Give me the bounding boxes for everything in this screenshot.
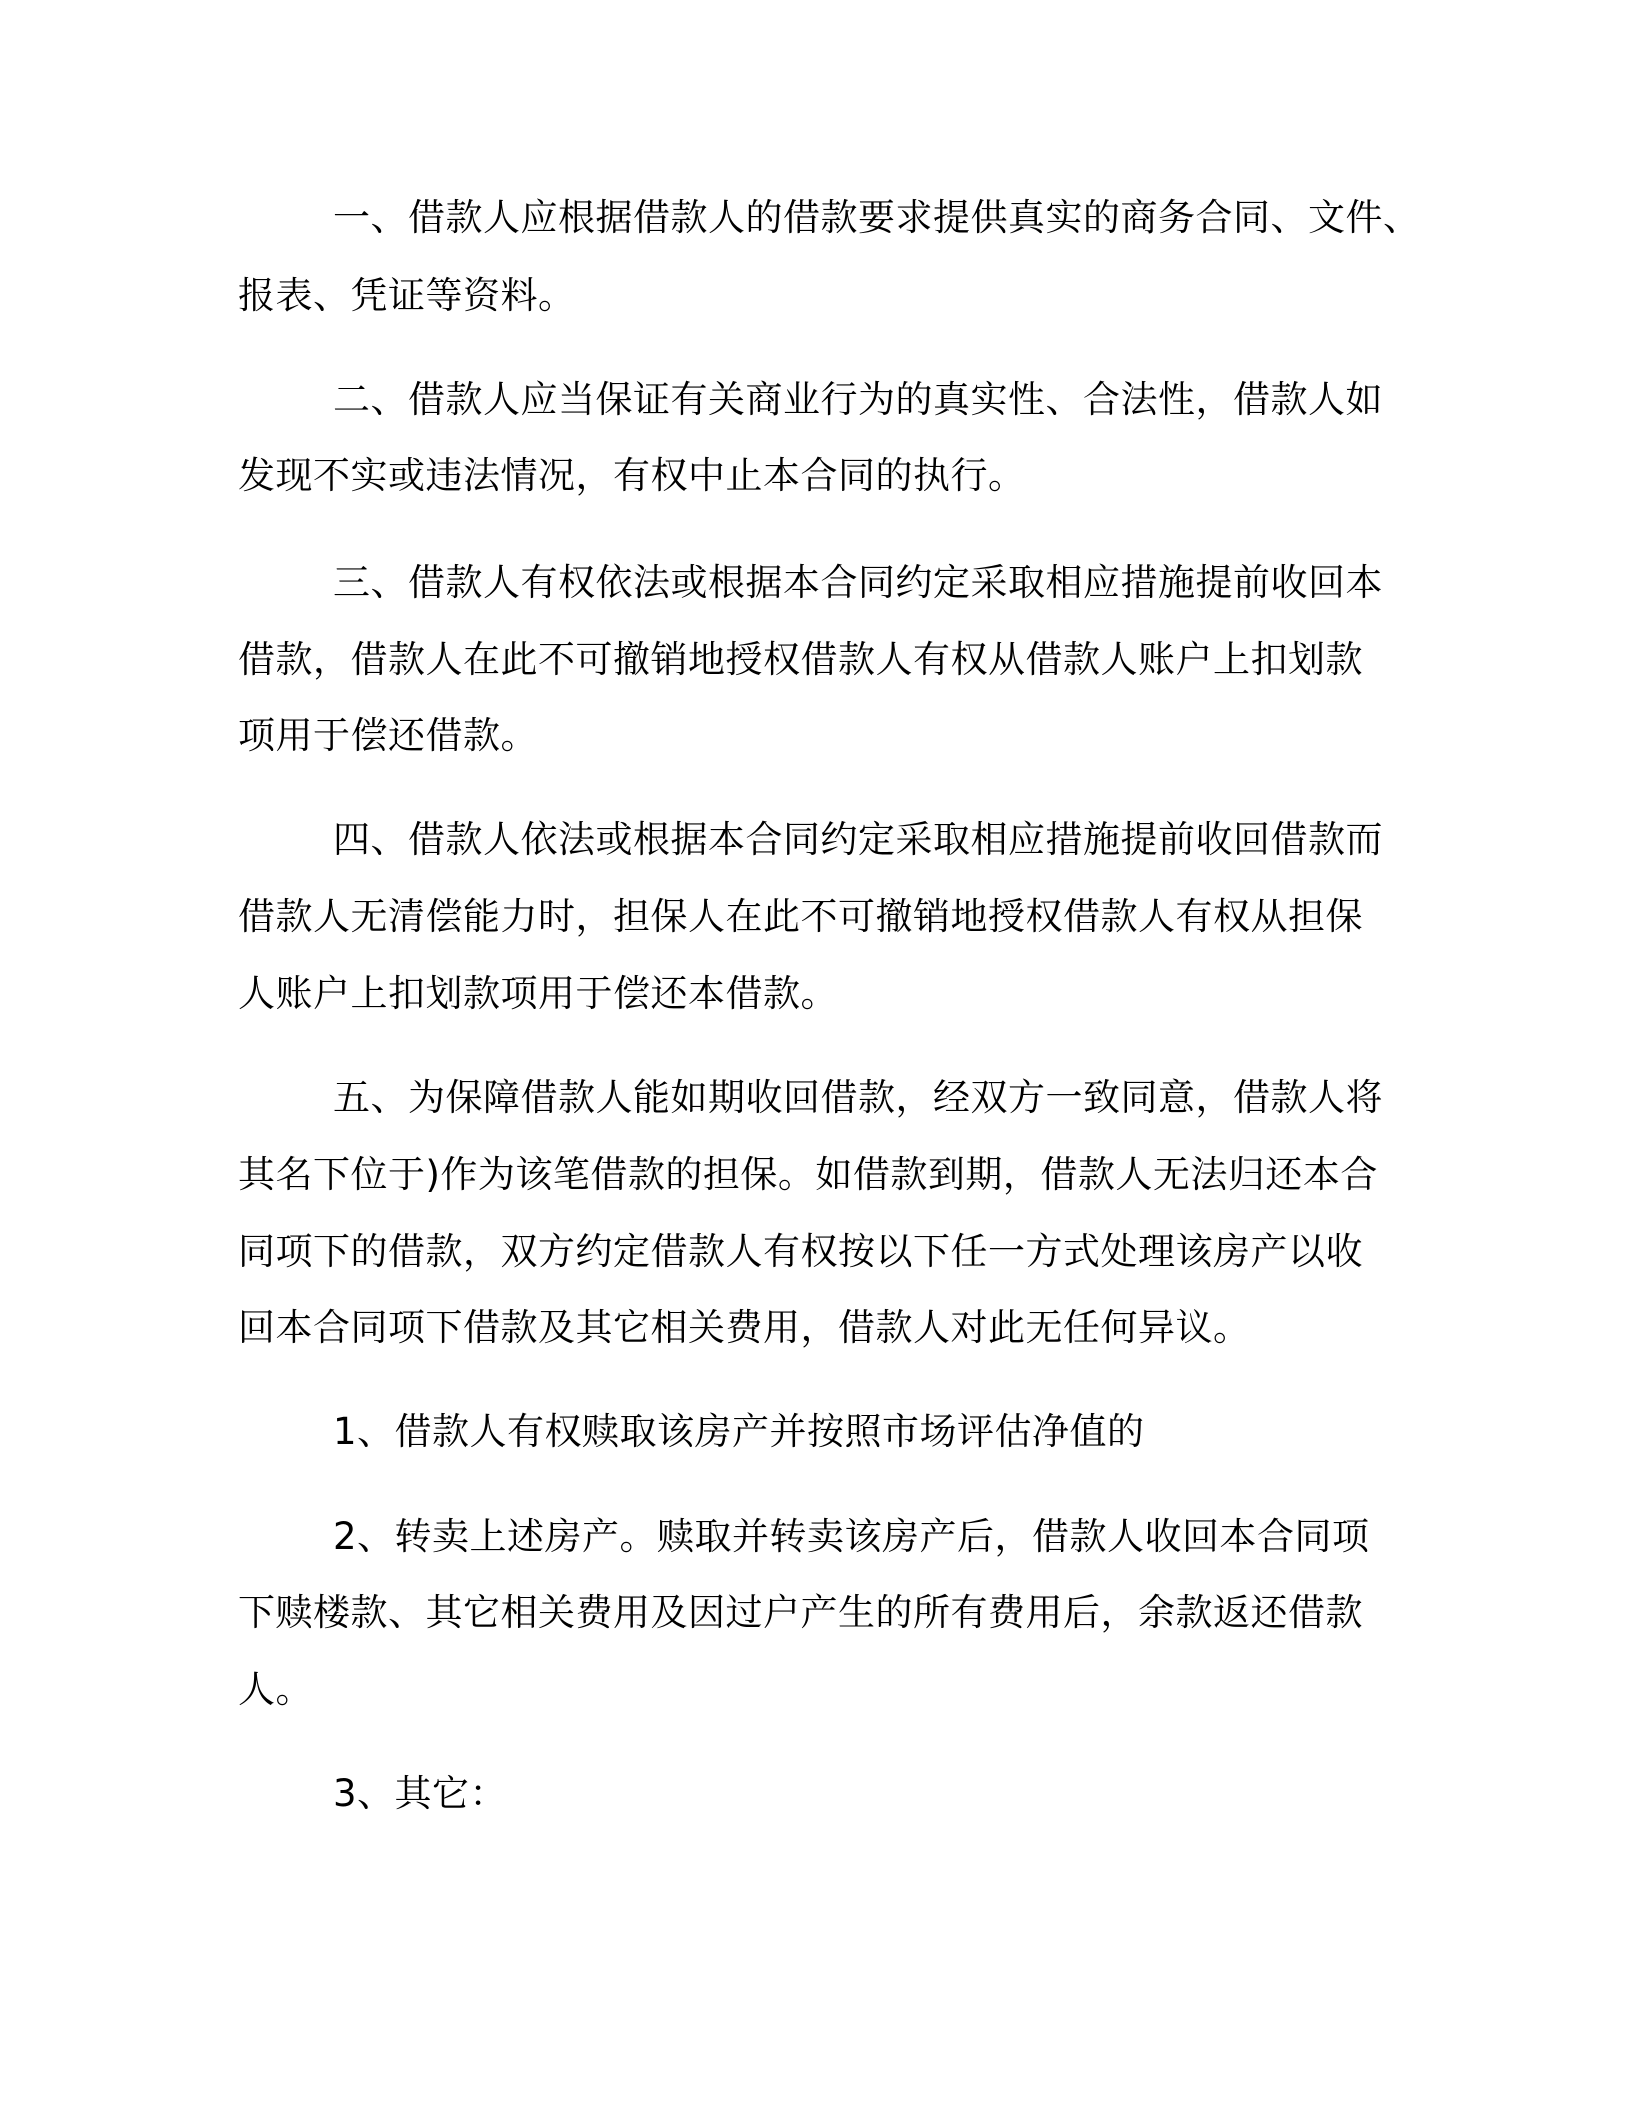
paragraph-4-line-2: 借款人无清偿能力时，担保人在此不可撤销地授权借款人有权从担保 <box>238 895 1363 938</box>
paragraph-1-line-1: 一、借款人应根据借款人的借款要求提供真实的商务合同、文件、 <box>333 196 1421 239</box>
item-2-line-3: 人。 <box>238 1668 313 1711</box>
paragraph-4-line-3: 人账户上扣划款项用于偿还本借款。 <box>238 972 838 1015</box>
item-3-line-1: 3、其它： <box>333 1772 508 1815</box>
paragraph-3-line-2: 借款，借款人在此不可撤销地授权借款人有权从借款人账户上扣划款 <box>238 638 1363 681</box>
item-1-line-1: 1、借款人有权赎取该房产并按照市场评估净值的 <box>333 1410 1145 1453</box>
paragraph-1-line-2: 报表、凭证等资料。 <box>238 274 576 317</box>
paragraph-3-line-1: 三、借款人有权依法或根据本合同约定采取相应措施提前收回本 <box>333 561 1383 604</box>
paragraph-2-line-1: 二、借款人应当保证有关商业行为的真实性、合法性，借款人如 <box>333 378 1383 421</box>
paragraph-5-line-4: 回本合同项下借款及其它相关费用，借款人对此无任何异议。 <box>238 1306 1251 1349</box>
paragraph-4-line-1: 四、借款人依法或根据本合同约定采取相应措施提前收回借款而 <box>333 818 1383 861</box>
paragraph-2-line-2: 发现不实或违法情况，有权中止本合同的执行。 <box>238 454 1026 497</box>
item-2-line-2: 下赎楼款、其它相关费用及因过户产生的所有费用后，余款返还借款 <box>238 1591 1363 1634</box>
paragraph-5-line-1: 五、为保障借款人能如期收回借款，经双方一致同意，借款人将 <box>333 1076 1383 1119</box>
item-2-line-1: 2、转卖上述房产。赎取并转卖该房产后，借款人收回本合同项 <box>333 1515 1370 1558</box>
paragraph-3-line-3: 项用于偿还借款。 <box>238 714 538 757</box>
paragraph-5-line-2: 其名下位于)作为该笔借款的担保。如借款到期，借款人无法归还本合 <box>238 1153 1378 1196</box>
paragraph-5-line-3: 同项下的借款，双方约定借款人有权按以下任一方式处理该房产以收 <box>238 1230 1363 1273</box>
